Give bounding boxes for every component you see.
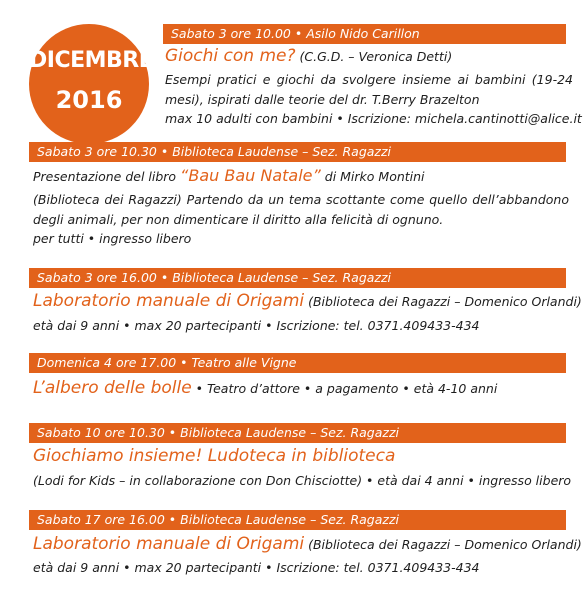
event-2-info: per tutti • ingresso libero [33, 231, 192, 246]
event-1-desc-line1: Esempi pratici e giochi da svolgere insieme ai bambini (19-24 [165, 72, 573, 87]
event-3-title-line [33, 293, 582, 310]
event-5-title-line [33, 448, 395, 465]
event-1-header: Sabato 3 ore 10.00 • Asilo Nido Carillon [163, 24, 566, 44]
event-6-title-extra: (Biblioteca dei Ragazzi – Domenico Orlandi) [308, 537, 582, 552]
event-2-title: “Bau Bau Natale” [180, 166, 321, 185]
event-4-header: Domenica 4 ore 17.00 • Teatro alle Vigne [29, 353, 566, 373]
event-6-header: Sabato 17 ore 16.00 • Biblioteca Laudense – Sez. Ragazzi [29, 510, 566, 530]
event-3-info: età dai 9 anni • max 20 partecipanti • Iscrizione: tel. 0371.409433-434 [33, 318, 480, 333]
event-2-pre-title: Presentazione del libro [33, 169, 177, 184]
event-3-header: Sabato 3 ore 16.00 • Biblioteca Laudense – Sez. Ragazzi [29, 268, 566, 288]
event-1-info: max 10 adulti con bambini • Iscrizione: michela.cantinotti@alice.it [165, 111, 582, 126]
month-badge [29, 24, 154, 144]
event-3-title-extra: (Biblioteca dei Ragazzi – Domenico Orlandi) [308, 294, 582, 309]
event-1-desc-line2: mesi), ispirati dalle teorie del dr. T.Berry Brazelton [165, 92, 480, 107]
event-4-title-line [33, 380, 497, 397]
event-5-header: Sabato 10 ore 10.30 • Biblioteca Laudense – Sez. Ragazzi [29, 423, 566, 443]
event-6-title: Laboratorio manuale di Origami [33, 534, 305, 554]
badge-month: DICEMBRE [29, 48, 154, 73]
event-1-title-extra: (C.G.D. – Veronica Detti) [299, 49, 453, 64]
event-4-title-extra: • Teatro d’attore • a pagamento • età 4-10 anni [195, 381, 498, 396]
event-6-info: età dai 9 anni • max 20 partecipanti • Iscrizione: tel. 0371.409433-434 [33, 560, 480, 575]
event-1-title: Giochi con me? [165, 46, 296, 66]
event-2-author: di Mirko Montini [324, 169, 425, 184]
event-4-title: L’albero delle bolle [33, 378, 192, 398]
badge-year: 2016 [55, 86, 123, 114]
event-5-info: (Lodi for Kids – in collaborazione con Don Chisciotte) • età dai 4 anni • ingresso libero [33, 473, 572, 488]
event-2-title-line [33, 168, 425, 185]
event-2-header: Sabato 3 ore 10.30 • Biblioteca Laudense – Sez. Ragazzi [29, 142, 566, 162]
event-2-desc-line1: (Biblioteca dei Ragazzi) Partendo da un tema scottante come quello dell’abbandono [33, 192, 569, 207]
event-6-title-line [33, 536, 582, 553]
event-3-title: Laboratorio manuale di Origami [33, 291, 305, 311]
event-1-title-line [165, 48, 452, 65]
event-2-desc-line2: degli animali, per non dimenticare il diritto alla felicità di ognuno. [33, 212, 444, 227]
event-5-title: Giochiamo insieme! Ludoteca in biblioteca [33, 446, 396, 466]
